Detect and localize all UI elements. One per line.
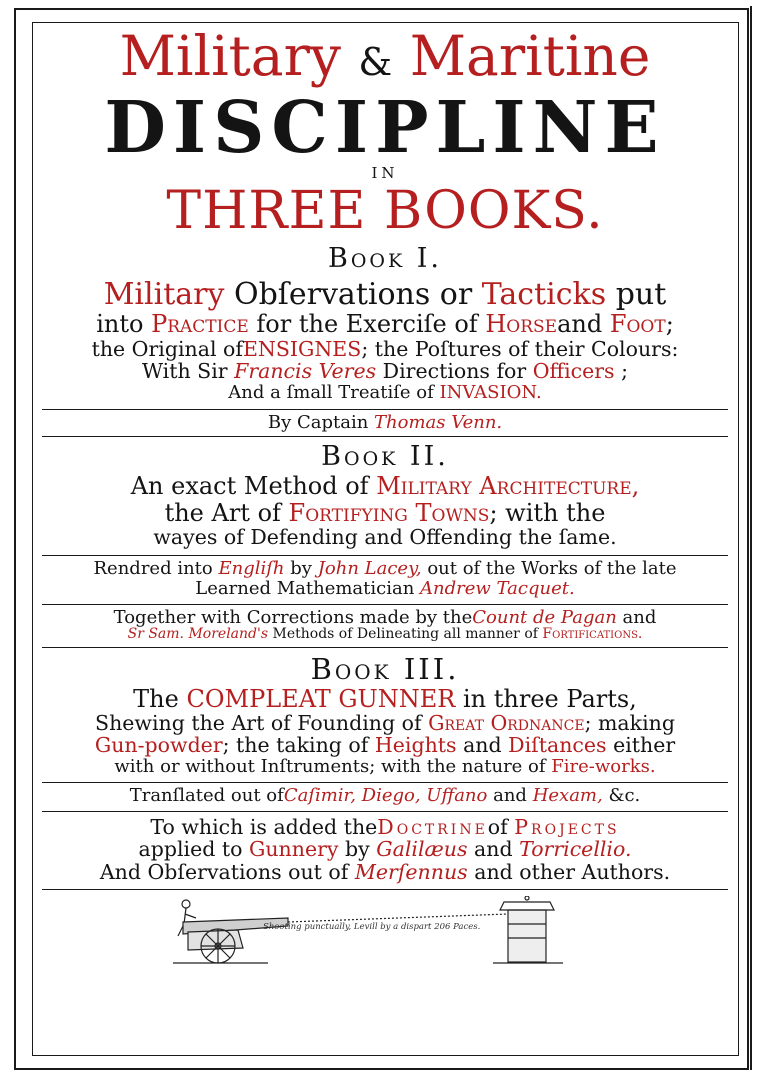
book1-line3	[38, 336, 732, 361]
book3-to-which: To which is added the	[150, 814, 378, 839]
divider	[42, 555, 728, 556]
book3-distances: Diſtances	[508, 733, 607, 758]
book3-translated	[38, 784, 732, 806]
book3-instruments: with or without Inſtruments; with the nature of	[114, 755, 546, 777]
book1-semicolon2: ;	[621, 359, 629, 384]
divider	[42, 409, 728, 410]
cannon-engraving	[38, 896, 732, 968]
title-page	[38, 22, 732, 966]
book3-and2: and	[493, 784, 527, 806]
title-in: IN	[371, 164, 399, 183]
divider	[42, 647, 728, 648]
book3-added-line2	[38, 839, 732, 861]
illustration-caption: Shooting punctually, Levill by a dispart 206 Paces.	[263, 922, 481, 933]
book1-line2	[38, 312, 732, 337]
book2-mathematician: Learned Mathematician	[195, 577, 415, 599]
book1-invasion: INVASION.	[439, 381, 542, 403]
book1-heading: Book I.	[327, 242, 443, 274]
book2-fortifications: Fortifications.	[542, 626, 643, 643]
book3-mersennus: Merſennus	[354, 859, 468, 884]
book3-other-authors: and other Authors.	[474, 859, 671, 884]
main-title-line1	[38, 24, 732, 88]
book1-exercise: for the Exerciſe of	[256, 310, 478, 339]
book1-foot: Foot	[609, 310, 666, 339]
book2-fortifying-towns: Fortifying Towns	[288, 499, 490, 528]
book2-english: Engliſh	[218, 557, 285, 579]
book3-line2	[38, 710, 732, 735]
divider	[42, 604, 728, 605]
book1-treatise: And a ſmall Treatiſe of	[228, 381, 434, 403]
book3-etc: &c.	[608, 784, 641, 806]
title-ampersand: &	[358, 40, 393, 84]
book3-shewing: Shewing the Art of Founding of	[95, 710, 422, 735]
book1-and: and	[557, 310, 603, 339]
book3-applied-to: applied to	[138, 837, 243, 862]
divider	[42, 436, 728, 437]
book1-with-sir: With Sir	[141, 359, 228, 384]
book3-and3: and	[474, 837, 513, 862]
book2-heading: Book II.	[321, 441, 449, 473]
book2-line3: wayes of Defending and Offending the ſame.	[153, 525, 617, 550]
book2-line1	[38, 471, 732, 500]
book3-great-ordnance: Great Ordnance	[428, 710, 585, 735]
book2-sam-moreland: Sr Sam. Moreland's	[127, 626, 269, 643]
book2-translator-line1	[38, 557, 732, 579]
book3-three-parts: in three Parts,	[463, 684, 637, 713]
book3-added-line1	[38, 814, 732, 839]
book1-officers: Officers	[532, 359, 615, 384]
book1-author	[38, 411, 732, 433]
book3-compleat-gunner: COMPLEAT GUNNER	[186, 684, 456, 713]
book1-directions: Directions for	[382, 359, 527, 384]
book1-horse: Horse	[485, 310, 558, 339]
book3-heights: Heights	[374, 733, 457, 758]
cannon-illustration	[38, 896, 732, 966]
book1-original: the Original of	[91, 336, 243, 361]
book2-military-architecture: Military Architecture,	[376, 471, 640, 500]
book1-put: put	[615, 276, 667, 312]
book2-together: Together with Corrections made by the	[113, 606, 473, 628]
book3-making: ; making	[584, 710, 675, 735]
book3-galilaeus: Galilæus	[376, 837, 468, 862]
book1-line4	[38, 361, 732, 383]
book2-and: and	[622, 606, 657, 628]
book2-translator-line2	[38, 577, 732, 599]
book3-and: and	[463, 733, 502, 758]
divider	[42, 782, 728, 783]
divider	[42, 811, 728, 812]
book3-observations: And Obſervations out of	[99, 859, 349, 884]
title-military: Military	[119, 24, 341, 88]
book3-the: The	[133, 684, 179, 713]
book3-translated-out: Tranſlated out of	[129, 784, 284, 806]
book3-gun-powder: Gun-powder	[94, 733, 223, 758]
book1-into: into	[96, 310, 144, 339]
book1-practice: Practice	[151, 310, 249, 339]
book1-postures: ; the Poſtures of their Colours:	[361, 336, 679, 361]
book2-delineating: Methods of Delineating all manner of	[272, 626, 538, 643]
book1-thomas-venn: Thomas Venn.	[374, 411, 503, 433]
book2-corrections-line1	[38, 606, 732, 628]
book3-added-line3	[38, 859, 732, 884]
book3-heading: Book III.	[310, 652, 460, 687]
book3-line3	[38, 735, 732, 757]
book1-line5	[38, 381, 732, 403]
book3-hexam: Hexam,	[532, 784, 603, 806]
main-title-discipline: DISCIPLINE	[104, 84, 666, 169]
book3-taking-of: ; the taking of	[222, 733, 369, 758]
book3-by: by	[344, 837, 370, 862]
book2-john-lacey: John Lacey,	[317, 557, 422, 579]
book3-projects: Projects	[514, 814, 620, 839]
divider	[42, 889, 728, 890]
book2-works: out of the Works of the late	[427, 557, 677, 579]
book1-line1	[38, 276, 732, 312]
title-maritine: Maritine	[409, 24, 651, 88]
book2-with-the: ; with the	[489, 499, 606, 528]
book2-count-de-pagan: Count de Pagan	[472, 606, 617, 628]
book3-either: either	[613, 733, 676, 758]
book2-exact-method: An exact Method of	[130, 471, 369, 500]
book2-line2	[38, 501, 732, 526]
book1-ensignes: ENSIGNES	[242, 336, 362, 361]
book3-casimir-diego-uffano: Caſimir, Diego, Uffano	[283, 784, 488, 806]
book1-observations: Obſervations or	[233, 276, 473, 312]
book1-francis-veres: Francis Veres	[234, 359, 377, 384]
book2-corrections-line2	[38, 627, 732, 642]
book1-by-captain: By Captain	[267, 411, 369, 433]
book1-military: Military	[103, 276, 225, 312]
book3-doctrine: Doctrine	[377, 814, 488, 839]
book1-tacticks: Tacticks	[481, 276, 607, 312]
page-edge	[750, 6, 758, 1070]
book3-of: of	[487, 814, 508, 839]
book2-art-of: the Art of	[164, 499, 281, 528]
book2-andrew-tacquet: Andrew Tacquet.	[420, 577, 575, 599]
book3-torricellio: Torricellio.	[519, 837, 632, 862]
book2-by: by	[290, 557, 312, 579]
book3-fire-works: Fire-works.	[551, 755, 656, 777]
book3-line4	[38, 755, 732, 777]
book3-line1	[38, 684, 732, 713]
book3-gunnery: Gunnery	[248, 837, 339, 862]
title-three-books: THREE BOOKS.	[166, 181, 604, 242]
book2-rendred: Rendred into	[93, 557, 213, 579]
book1-semicolon: ;	[665, 310, 674, 339]
